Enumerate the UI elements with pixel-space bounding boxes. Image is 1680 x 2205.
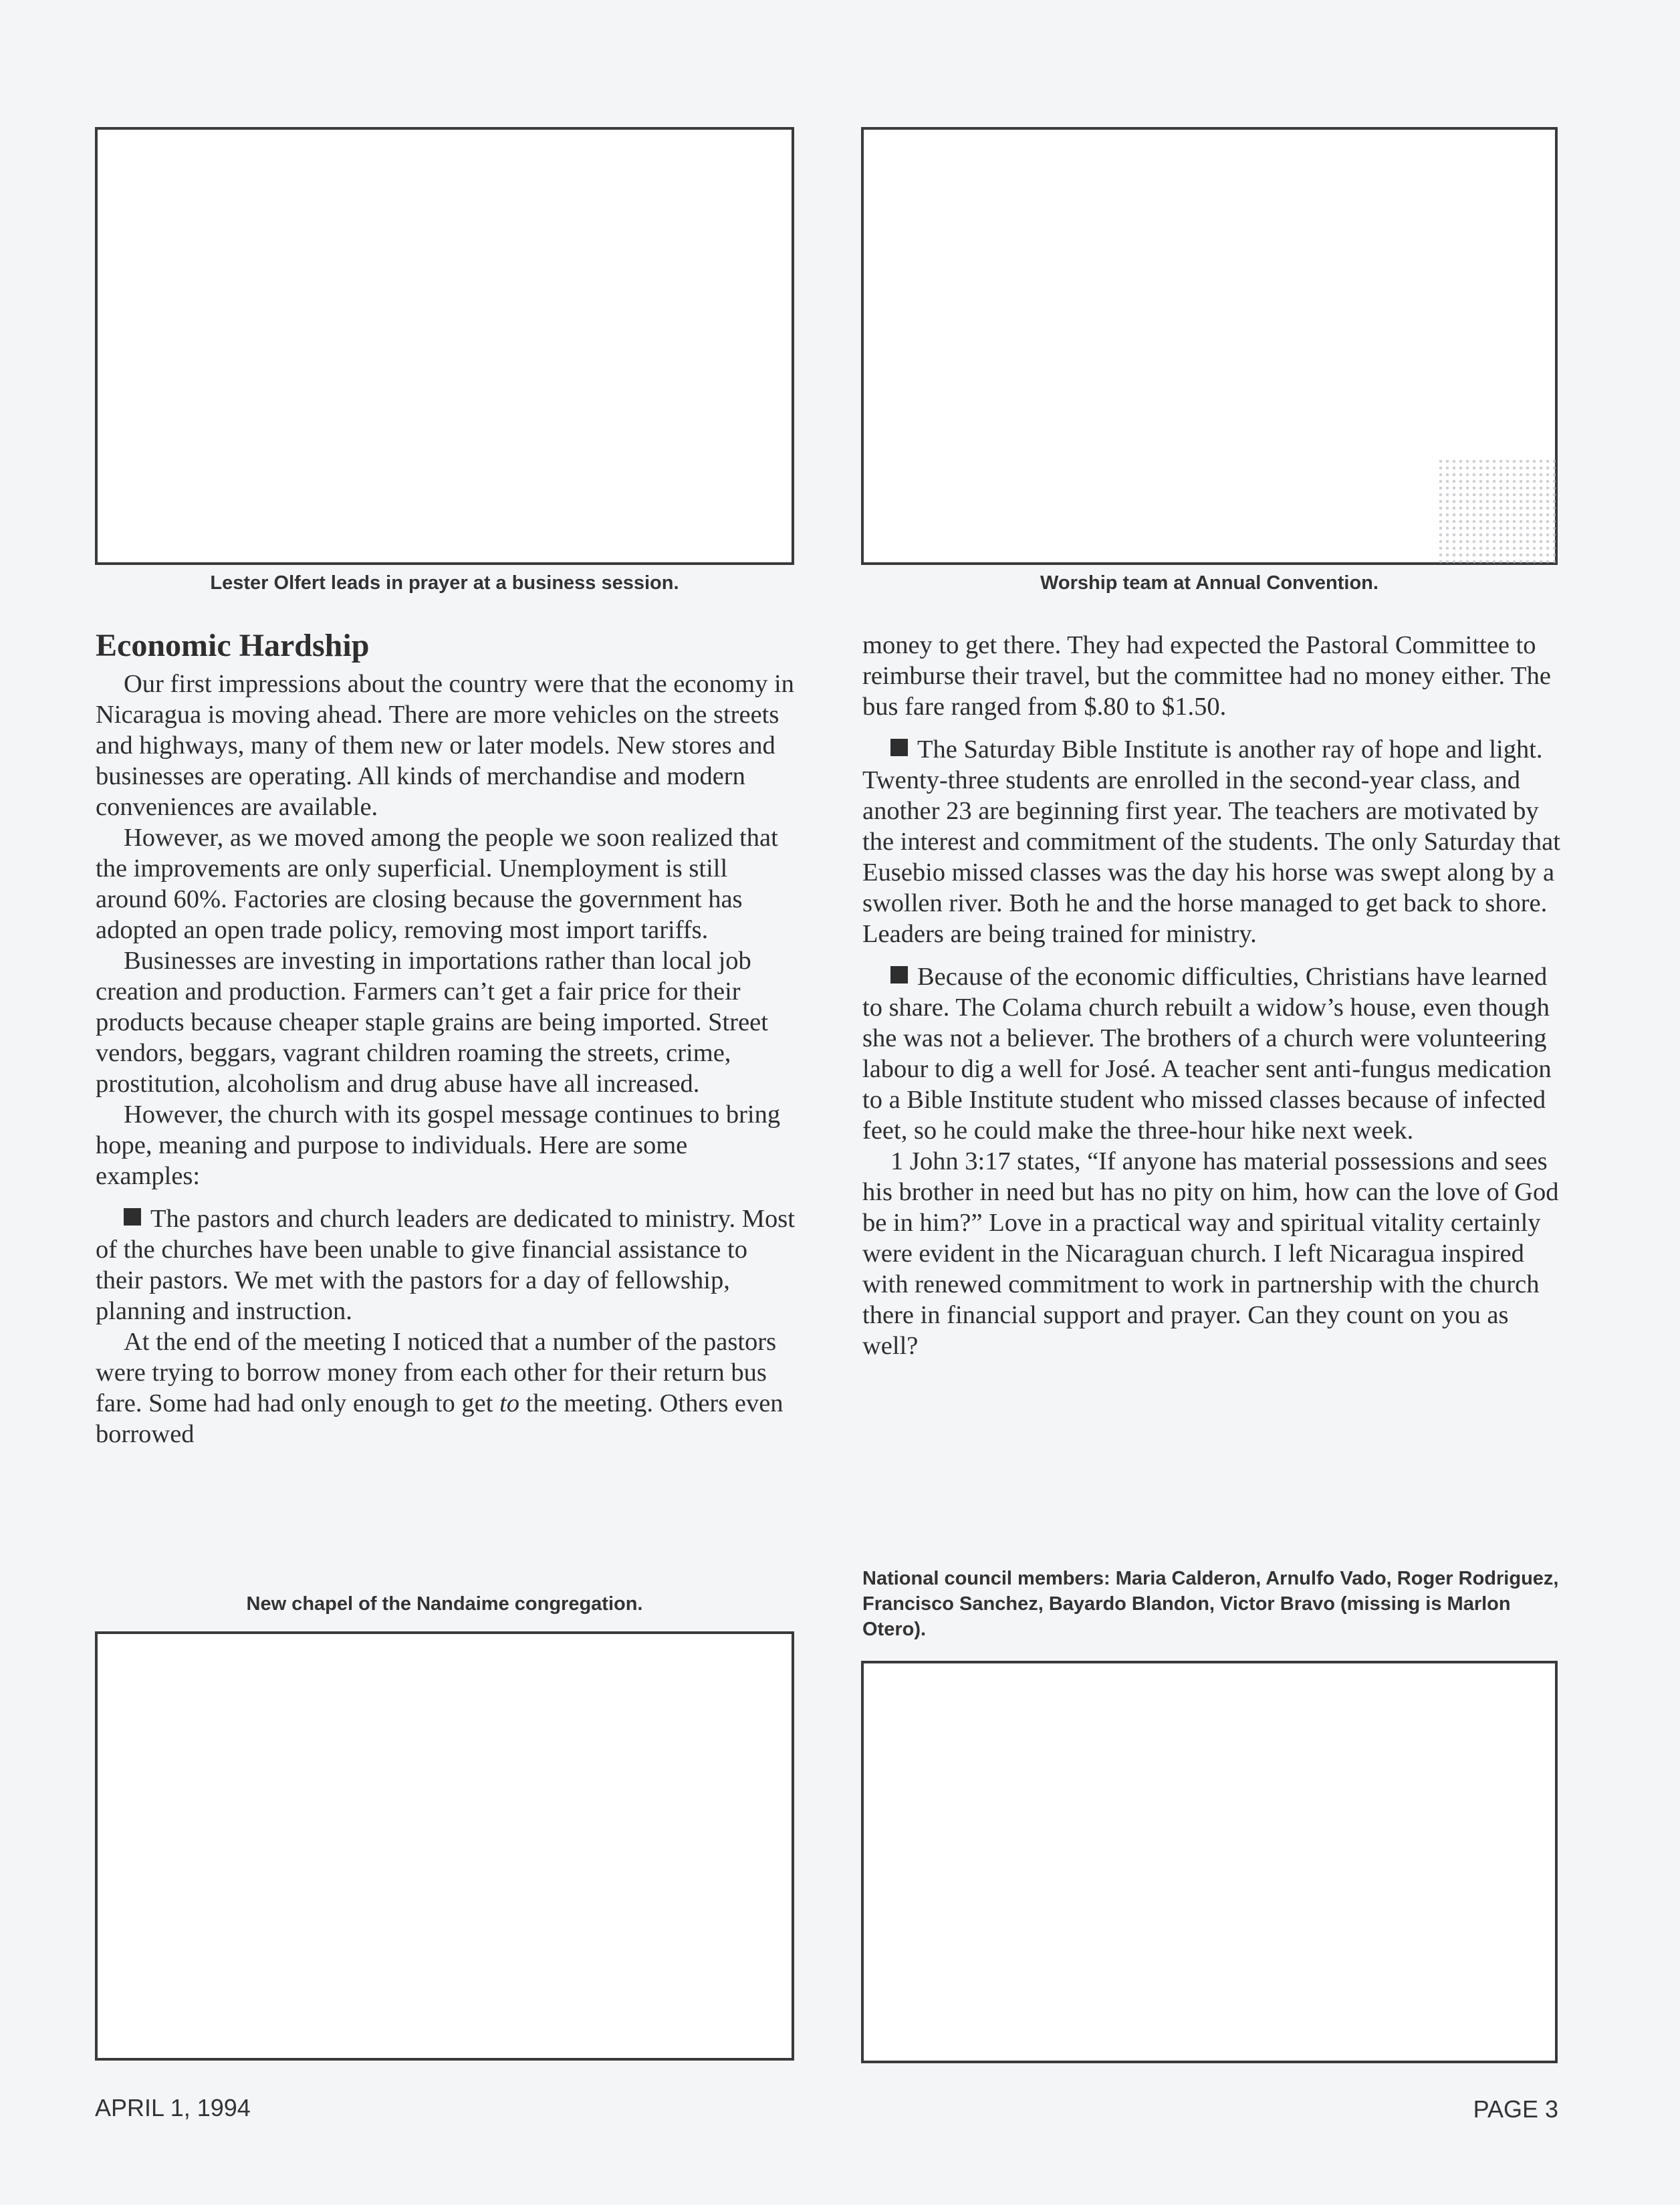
footer-page-number: PAGE 3	[1473, 2095, 1558, 2123]
paragraph: However, as we moved among the people we soon realized that the improvements are only superficial. Unemployment is still around 60%. Factories are closing because the government has adopted an open trade policy, removing most import tariffs.	[96, 824, 778, 944]
article-right-column	[862, 630, 1561, 1361]
photo-prayer-business-session	[95, 127, 794, 565]
footer-date: APRIL 1, 1994	[95, 2094, 251, 2121]
bullet-square-icon	[890, 966, 908, 983]
article-heading: Economic Hardship	[96, 628, 370, 663]
caption-nandaime-chapel: New chapel of the Nandaime congregation.	[246, 1593, 643, 1615]
paragraph: Businesses are investing in importations rather than local job creation and production. Farmers can’t get a fair price for their products because cheaper staple grains are being imported. Street vendors, beggars, vagrant children roaming the streets, crime, prostitution, alcoholism and drug abuse have all increased.	[96, 947, 768, 1098]
paragraph: However, the church with its gospel message continues to bring hope, meaning and purpose to individuals. Here are some examples:	[96, 1100, 781, 1190]
bullet-paragraph: The pastors and church leaders are dedicated to ministry. Most of the churches have been unable to give financial assistance to their pastors. We met with the pastors for a day of fellowship, planning and instruction.	[96, 1205, 795, 1325]
caption-national-council: National council members: Maria Calderon, Arnulfo Vado, Roger Rodriguez, Francisco Sanchez, Bayardo Blandon, Victor Bravo (missing is Marlon Otero).	[862, 1568, 1559, 1640]
bullet-square-icon	[124, 1208, 141, 1226]
bullet-square-icon	[890, 739, 908, 756]
caption-prayer: Lester Olfert leads in prayer at a business session.	[210, 572, 679, 594]
photo-nandaime-chapel	[95, 1631, 794, 2061]
paragraph: At the end of the meeting I noticed that a number of the pastors were trying to borrow money from each other for their return bus fare. Some had had only enough to get to the meeting. Others even borrowed	[96, 1328, 784, 1448]
photo-national-council	[861, 1661, 1558, 2063]
bullet-paragraph: Because of the economic difficulties, Christians have learned to share. The Colama church rebuilt a widow’s house, even though she was not a believer. The brothers of a church were volunteering labour to dig a well for José. A teacher sent anti-fungus medication to a Bible Institute student who missed classes because of infected feet, so he could make the three-hour hike next week.	[862, 963, 1552, 1145]
paragraph: Our first impressions about the country were that the economy in Nicaragua is moving ahead. There are more vehicles on the streets and highways, many of them new or later models. New stores and businesses are operating. All kinds of merchandise and modern conveniences are available.	[96, 670, 794, 821]
halftone-artifact	[1437, 458, 1558, 565]
article-left-column	[96, 626, 798, 1449]
bullet-paragraph: The Saturday Bible Institute is another ray of hope and light. Twenty-three students are enrolled in the second-year class, and another 23 are beginning first year. The teachers are motivated by the interest and commitment of the students. The only Saturday that Eusebio missed classes was the day his horse was swept along by a swollen river. Both he and the horse managed to get back to shore. Leaders are being trained for ministry.	[862, 735, 1560, 948]
caption-worship-team: Worship team at Annual Convention.	[1040, 572, 1378, 594]
paragraph: 1 John 3:17 states, “If anyone has material possessions and sees his brother in need but has no pity on him, how can the love of God be in him?” Love in a practical way and spiritual vitality certainly were evident in the Nicaraguan church. I left Nicaragua inspired with renewed commitment to work in partnership with the church there in financial support and prayer. Can they count on you as well?	[862, 1147, 1559, 1360]
paragraph: money to get there. They had expected the Pastoral Committee to reimburse their travel, but the committee had no money either. The bus fare ranged from $.80 to $1.50.	[862, 631, 1551, 721]
